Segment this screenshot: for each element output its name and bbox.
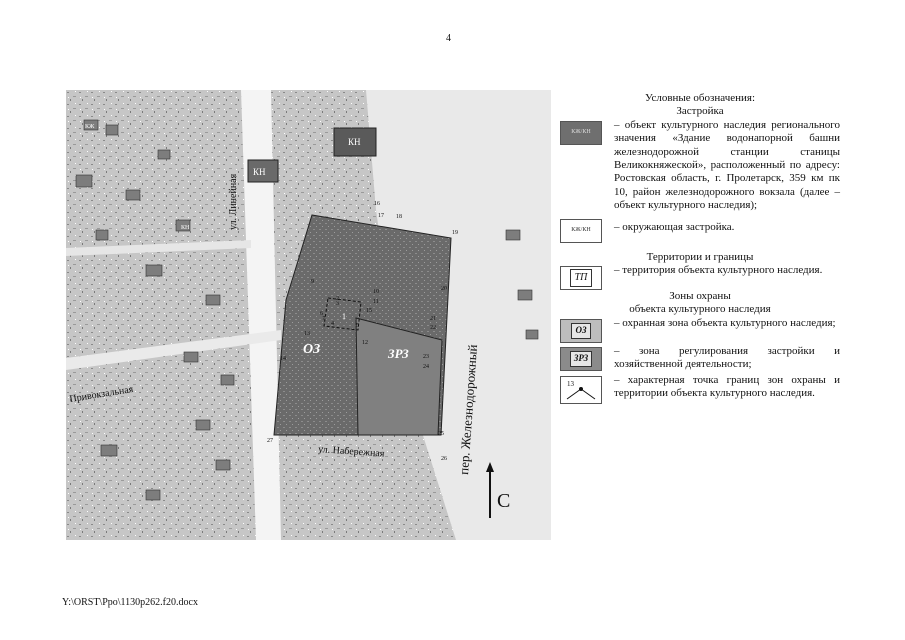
label-kzh: КЖ [85,124,95,130]
legend-section-zones-1: Зоны охраны [669,290,731,303]
legend-item-zrz [560,345,840,372]
svg-text:5: 5 [356,323,359,329]
svg-text:22: 22 [430,325,436,331]
street-privokzalnaya: Привокзальная [68,384,135,405]
svg-text:13: 13 [304,331,310,337]
lane-zheleznodorozhny: пер. Железнодорожный [456,343,481,476]
legend-swatch-oz: ОЗ [560,319,602,343]
svg-text:16: 16 [374,201,380,207]
svg-text:19: 19 [452,230,458,236]
svg-text:13: 13 [567,379,574,388]
legend-section-buildings: Застройка [676,105,724,118]
legend-section-territories: Территории и границы [646,250,754,263]
svg-text:23: 23 [423,354,429,360]
street-naberezhnaya: ул. Набережная [317,444,385,460]
svg-text:15: 15 [366,308,372,314]
object-number: 1 [342,312,346,321]
legend-text-surrounding: – окружающая застройка. [614,220,735,233]
legend-item-oz [560,317,840,343]
svg-text:7: 7 [322,316,325,322]
legend-text-territory: – территория объекта культурного наследия. [614,264,823,277]
legend-item-point [560,374,840,404]
map-figure [66,90,551,540]
footer-path: Y:\ORST\Ppo\1130p262.f20.docx [62,597,198,608]
svg-text:9: 9 [311,279,314,285]
legend-text-zrz: – зона регулирования застройки и хозяйственной деятельности; [614,344,840,371]
svg-text:10: 10 [373,289,379,295]
svg-text:2: 2 [336,296,339,302]
legend-swatch-territory: ТП [560,266,602,290]
svg-text:27: 27 [267,438,273,444]
legend-title: Условные обозначения: [644,92,756,104]
label-kn-2: КН [253,167,266,177]
svg-text:17: 17 [378,213,384,219]
street-lineynaya: ул. Линейная [228,173,239,230]
legend-swatch-zrz: ЗРЗ [560,347,602,371]
svg-text:3: 3 [336,301,339,307]
legend-item-object [560,119,840,213]
map-svg [66,90,551,540]
svg-text:6: 6 [320,311,323,317]
svg-text:25: 25 [438,431,444,437]
svg-text:4: 4 [331,321,334,327]
zone-label-oz: ОЗ [303,342,321,357]
legend-swatch-point [560,376,602,404]
legend-text-object: – объект культурного наследия регионального значения «Здание водонапорной башни железнодорожной станции станицы Великокняжеской», расположенный по адресу: Ростовская область, г. Пролетарск, 359 км пк 10, район железнодорожного вокзала (далее – объект культурного наследия); [614,118,840,212]
legend-text-oz: – охранная зона объекта культурного наследия; [614,316,836,329]
svg-text:20: 20 [441,286,447,292]
svg-text:26: 26 [441,456,447,462]
legend [560,92,840,404]
svg-text:12: 12 [362,340,368,346]
zone-label-zrz: ЗРЗ [388,346,409,361]
north-label: С [497,490,511,512]
label-kn-3: КН [181,225,190,231]
svg-text:21: 21 [430,316,436,322]
svg-text:24: 24 [423,364,429,370]
svg-text:18: 18 [396,214,402,220]
page-number: 4 [446,33,451,44]
legend-item-territory [560,264,840,290]
legend-swatch-surrounding: КЖ/КН [560,219,602,243]
legend-item-surrounding [560,217,840,243]
point-marker-icon [561,377,601,403]
label-kn-1: КН [348,137,361,147]
legend-section-zones-2: объекта культурного наследия [629,303,771,316]
svg-text:11: 11 [373,299,379,305]
legend-swatch-object: КЖ/КН [560,121,602,145]
svg-text:14: 14 [280,356,286,362]
legend-text-point: – характерная точка границ зон охраны и территории объекта культурного наследия. [614,373,840,400]
